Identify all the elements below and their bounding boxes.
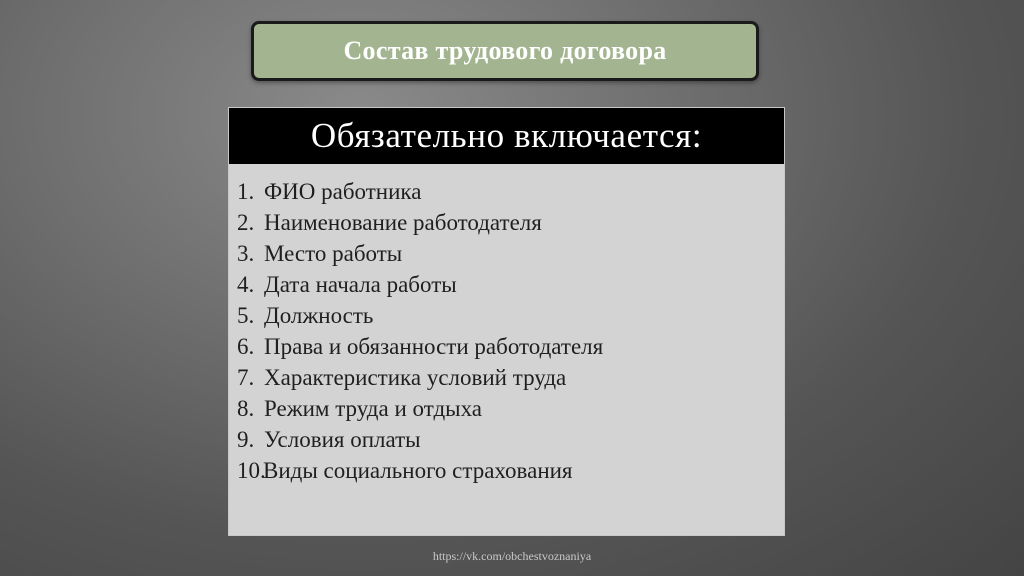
list-item (237, 393, 603, 424)
item-number: 2. (237, 210, 255, 235)
item-text: Дата начала работы (264, 272, 457, 297)
item-number: 5. (237, 303, 255, 328)
items-list (237, 176, 603, 486)
list-item (237, 176, 603, 207)
title-box (251, 21, 759, 81)
list-item (237, 424, 603, 455)
item-text: Права и обязанности работодателя (264, 334, 604, 359)
item-number: 7. (237, 365, 255, 390)
item-text: Виды социального страхования (263, 458, 573, 483)
item-text: Режим труда и отдыха (264, 396, 483, 421)
item-number: 6. (237, 334, 255, 359)
list-item (237, 362, 603, 393)
item-number: 4. (237, 272, 255, 297)
list-item (237, 207, 603, 238)
item-number: 10. (237, 458, 266, 483)
slide-title: Состав трудового договора (343, 36, 667, 65)
item-number: 9. (237, 427, 255, 452)
table-header (229, 108, 784, 164)
list-item (237, 269, 603, 300)
list-item (237, 455, 603, 486)
item-number: 1. (237, 179, 255, 204)
item-text: ФИО работника (264, 179, 422, 204)
item-text: Должность (264, 303, 374, 328)
item-number: 3. (237, 241, 255, 266)
list-item (237, 238, 603, 269)
table-body (229, 164, 784, 535)
list-item (237, 331, 603, 362)
item-text: Характеристика условий труда (264, 365, 567, 390)
contract-table (228, 107, 785, 536)
table-header-text: Обязательно включается: (310, 116, 703, 155)
item-text: Место работы (264, 241, 403, 266)
item-number: 8. (237, 396, 255, 421)
item-text: Условия оплаты (264, 427, 421, 452)
footer-link[interactable]: https://vk.com/obchestvoznaniya (432, 549, 592, 563)
item-text: Наименование работодателя (264, 210, 542, 235)
list-item (237, 300, 603, 331)
